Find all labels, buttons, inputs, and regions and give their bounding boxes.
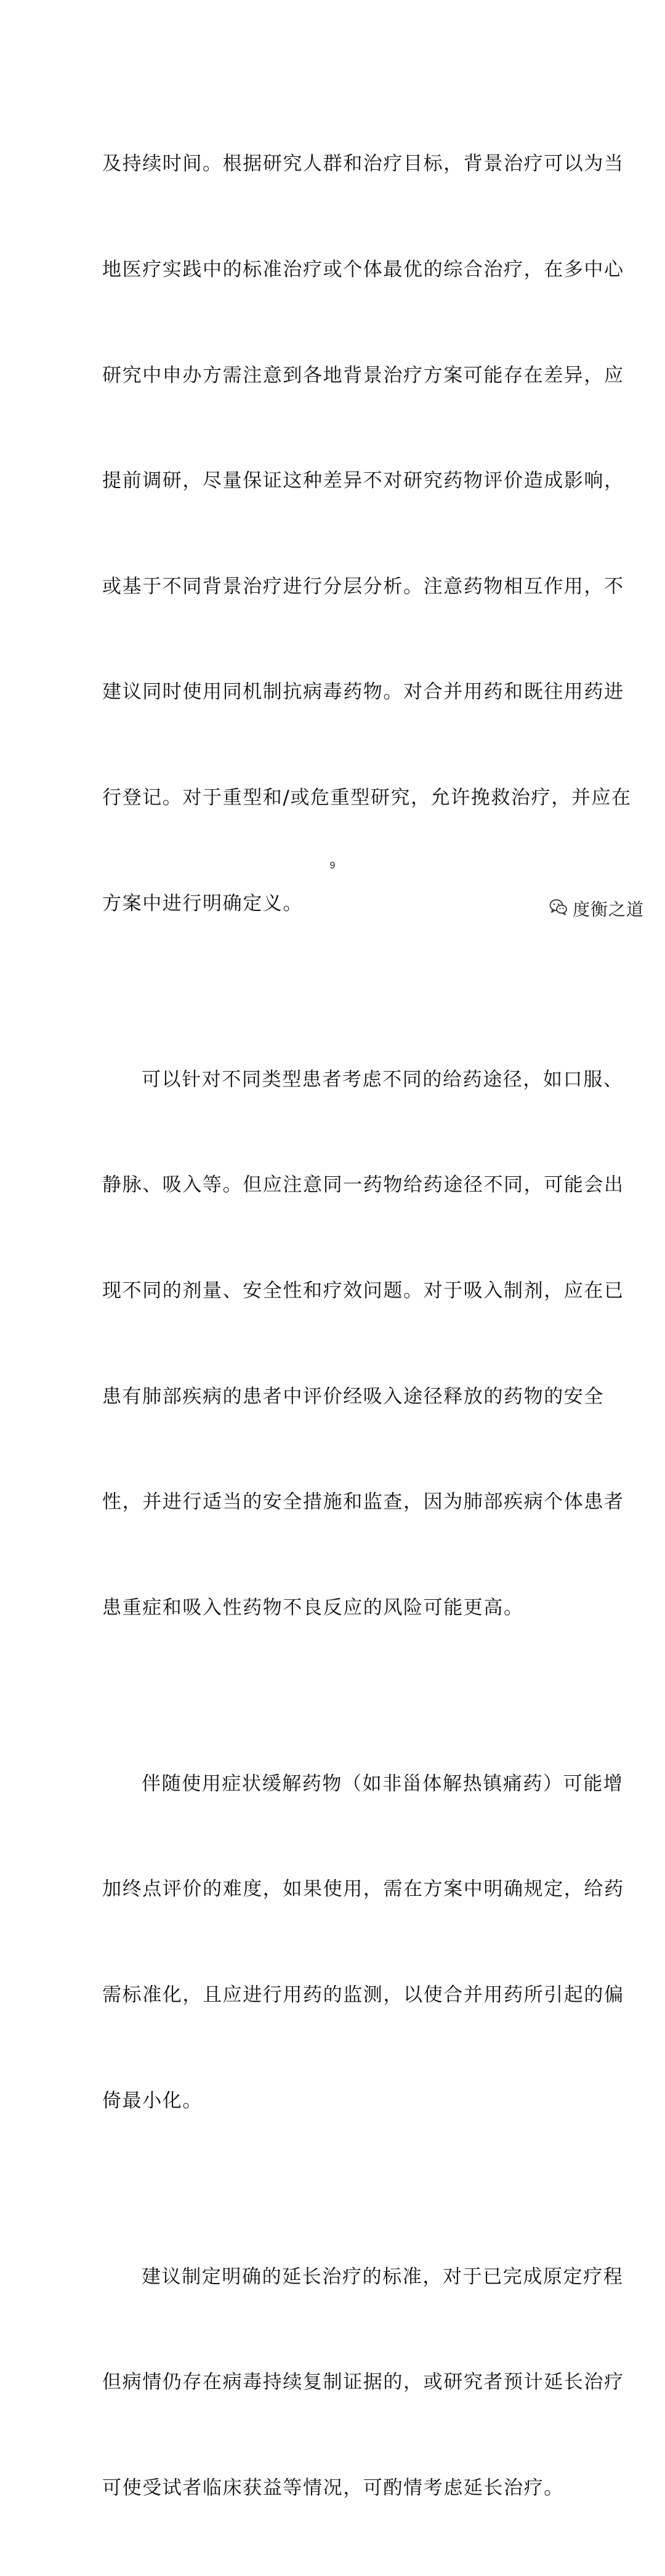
text-line: 加终点评价的难度，如果使用，需在方案中明确规定，给药 <box>102 1878 624 1901</box>
watermark <box>549 896 644 921</box>
wechat-icon <box>549 899 568 918</box>
text-line: 方案中进行明确定义。 <box>102 892 303 915</box>
text-line: 患重症和吸入性药物不良反应的风险可能更高。 <box>102 1596 524 1619</box>
text-line: 提前调研，尽量保证这种差异不对研究药物评价造成影响， <box>102 470 624 492</box>
text-line: 患有肺部疾病的患者中评价经吸入途径释放的药物的安全 <box>102 1385 604 1408</box>
text-line: 建议制定明确的延长治疗的标准，对于已完成原定疗程 <box>142 2265 624 2288</box>
text-line: 静脉、吸入等。但应注意同一药物给药途径不同，可能会出 <box>102 1174 624 1197</box>
paragraph-3 <box>102 1696 624 2189</box>
text-line: 建议同时使用同机制抗病毒药物。对合并用药和既往用药进 <box>102 681 624 704</box>
text-line: 及持续时间。根据研究人群和治疗目标，背景治疗可以为当 <box>102 153 624 175</box>
watermark-text: 度衡之道 <box>572 899 644 920</box>
page-number: 9 <box>329 861 336 871</box>
text-line: 需标准化，且应进行用药的监测，以使合并用药所引起的偏 <box>102 1983 624 2006</box>
text-line: 或基于不同背景治疗进行分层分析。注意药物相互作用，不 <box>102 575 624 598</box>
text-line: 性，并进行适当的安全措施和监查，因为肺部疾病个体患者 <box>102 1491 624 1514</box>
paragraph-4 <box>102 2189 624 2576</box>
paragraph-2 <box>102 992 624 1696</box>
text-line: 地医疗实践中的标准治疗或个体最优的综合治疗，在多中心 <box>102 259 624 281</box>
text-line: 现不同的剂量、安全性和疗效问题。对于吸入制剂，应在已 <box>102 1279 624 1302</box>
text-line: 倚最小化。 <box>102 2089 203 2112</box>
text-line: 伴随使用症状缓解药物（如非甾体解热镇痛药）可能增 <box>142 1772 624 1795</box>
text-line: 行登记。对于重型和/或危重型研究，允许挽救治疗，并应在 <box>102 787 632 809</box>
text-line: 研究中申办方需注意到各地背景治疗方案可能存在差异，应 <box>102 364 624 387</box>
text-line: 可以针对不同类型患者考虑不同的给药途径，如口服、 <box>142 1068 624 1091</box>
text-line: 但病情仍存在病毒持续复制证据的，或研究者预计延长治疗 <box>102 2371 624 2394</box>
text-line: 可使受试者临床获益等情况，可酌情考虑延长治疗。 <box>102 2476 564 2499</box>
